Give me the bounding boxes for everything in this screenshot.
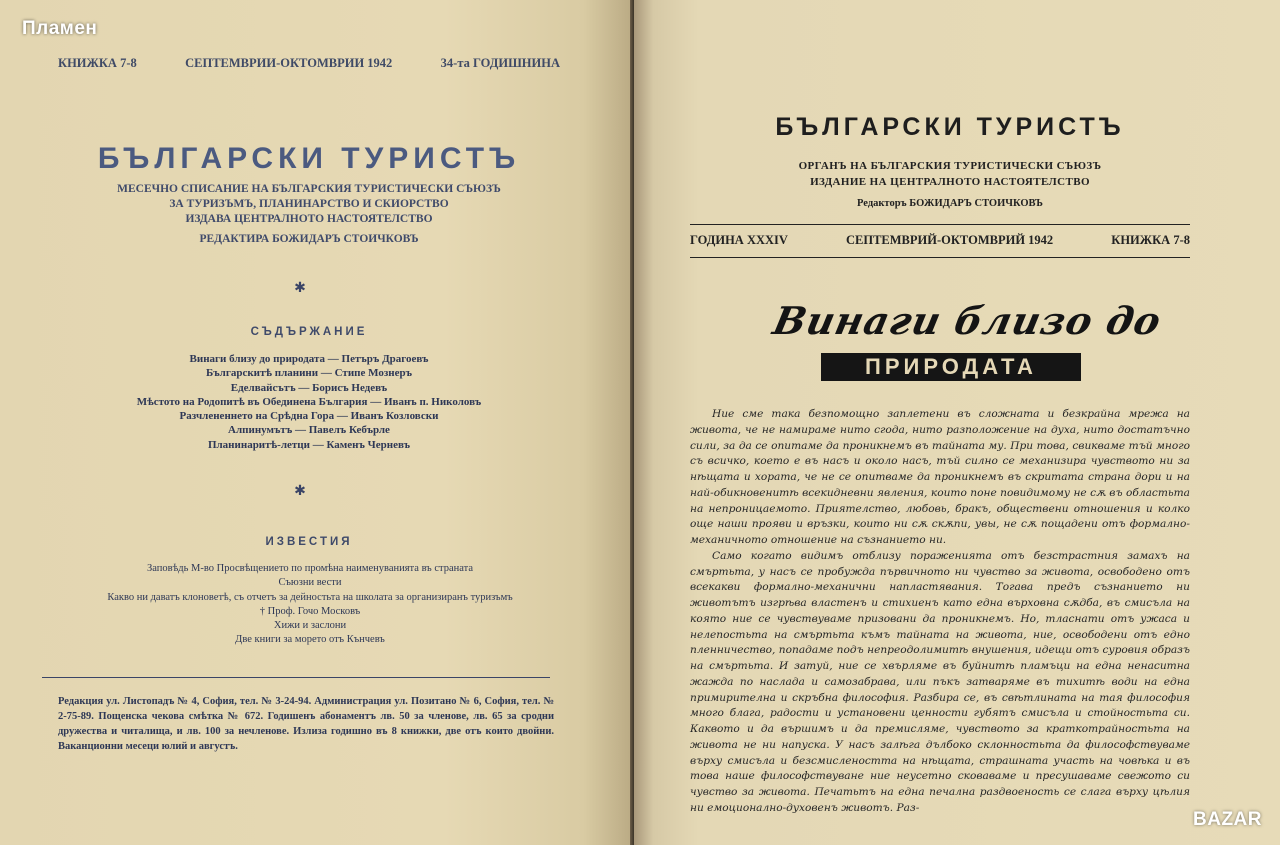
seller-watermark: Пламен xyxy=(22,18,98,39)
right-page xyxy=(634,0,1280,845)
issue-year-label: ГОДИНА XXXIV xyxy=(690,233,788,247)
asterisk-ornament-icon: ✱ xyxy=(294,484,306,499)
magazine-title-left: БЪЛГАРСКИ ТУРИСТЪ xyxy=(97,142,521,175)
organ-line: ОРГАНЪ НА БЪЛГАРСКИЯ ТУРИСТИЧЕСКИ СЪЮЗЪ xyxy=(798,160,1102,172)
divider-rule xyxy=(42,677,550,678)
issue-date-label: СЕПТЕМВРИЙ-ОКТОМВРИЙ 1942 xyxy=(846,233,1054,247)
article-paragraph: Само когато видимъ отблизу пораженията отъ безстрастния замахъ на смъртьта, у насъ се пробужда първичното ни чувство за живота, освободено отъ всекакви формално-механични напластявания. Тогава предъ съзнанието ни животътъ изгрѣва властенъ и стихиенъ като една върховна сѫдба, въ смисъла на която ние се чувствуваме призовани да проникнемъ. Но, тласнати отъ ужаса и нелепостьта на смъртьта къмъ тайната на живота, ние, освободени отъ едно пленничество, попадаме подъ непреодолимитѣ внушения, идещи отъ суровия образъ на смъртьта. И затуй, ние се хвърляме въ буйнитѣ пламъци на една ненаситна жажда по наслада и самозабрава, или пъкъ затваряме въ тихитѣ води на една примирителна и скръбна философия. Разбира се, въ свѣтлината на тая философия много блага, радости и установени ценности губятъ смисъла и стойностьта си. Каквото и да вършимъ и да премисляме, чувството за краткотрайностьта на живота не ни напуска. У насъ залѣга дълбоко склонностьта да философствуваме върху смисъла и безсмислеността на нѣщата, страшната участь на човѣка и въ това наше философствуване ние неусетно сковаваме и пресушаваме свежото си чувство за живота. Печатьтъ на една печална раздвоеность се слага върху цѣлия ни емоционално-духовенъ животъ. Раз- xyxy=(690,549,1190,814)
toc-item: Еделвайсътъ — Борисъ Недевъ xyxy=(230,381,388,394)
article-paragraph: Ние сме така безпомощно заплетени въ сложната и безкрайна мрежа на живота, че не намираме нито сгода, нито разположение на духа, нито достатъчно сили, за да се опитаме да проникнемъ въ тайната му. При това, свикваме тъй много съ всичко, което е въ насъ и около насъ, тъй силно се механизира чувството ни за нѣщата и хората, че не се опитваме да проникнемъ въ скритата страна дори и на най-обикновенитѣ всекидневни явления, които поне повидимому не сѫ въ областьта на непроницаемото. Приятелство, любовь, бракъ, обществени отношения и колко още наши прояви и връзки, които ни сѫ скѫпи, увы, не сѫ пощадени отъ формално-механичното отношение на съзнанието ни. xyxy=(690,408,1190,546)
magazine-title-right: БЪЛГАРСКИ ТУРИСТЪ xyxy=(775,113,1125,141)
divider-rule xyxy=(690,224,1190,225)
news-item: † Проф. Гочо Московъ xyxy=(259,605,361,617)
news-heading: ИЗВЕСТИЯ xyxy=(265,536,353,548)
issue-anniversary-label: 34-та ГОДИШНИНА xyxy=(440,56,560,70)
organ-line: ИЗДАНИЕ НА ЦЕНТРАЛНОТО НАСТОЯТЕЛСТВО xyxy=(810,176,1090,188)
issue-book-label: КНИЖКА 7-8 xyxy=(1111,233,1190,247)
issue-date-label: СЕПТЕМВРИИ-ОКТОМВРИИ 1942 xyxy=(185,56,393,70)
issue-info-left xyxy=(58,56,560,71)
news-item: Какво ни даватъ клоноветѣ, съ отчетъ за дейностьта на школата за организиранъ туризъмъ xyxy=(107,591,513,603)
issue-info-right xyxy=(690,233,1190,248)
left-page xyxy=(0,0,634,845)
article-title-box: ПРИРОДАТА xyxy=(821,353,1081,381)
subtitle-line: ИЗДАВА ЦЕНТРАЛНОТО НАСТОЯТЕЛСТВО xyxy=(185,213,433,225)
site-watermark-logo: BAZAR xyxy=(1193,809,1262,830)
article-body xyxy=(690,407,1190,817)
news-item: Заповѣдь М-во Просвѣщението по промѣна наименуванията въ страната xyxy=(146,563,473,574)
editor-credit-right: Редакторъ БОЖИДАРЪ СТОИЧКОВЪ xyxy=(857,198,1043,209)
toc-item: Алпинумътъ — Павелъ Кебърле xyxy=(228,424,390,437)
magazine-subtitle xyxy=(58,182,560,227)
news-item: Хижи и заслони xyxy=(273,620,347,632)
table-of-contents xyxy=(58,352,560,452)
issue-book-label: КНИЖКА 7-8 xyxy=(58,56,137,70)
organ-lines xyxy=(690,158,1210,190)
news-item: Две книги за морето отъ Кънчевъ xyxy=(235,634,385,646)
news-list xyxy=(40,562,580,648)
toc-item: Мѣстото на Родопитѣ въ Обединена България — Иванъ п. Николовъ xyxy=(136,395,482,408)
toc-item: Планинаритѣ-летци — Каменъ Черневъ xyxy=(207,438,411,451)
asterisk-ornament-icon: ✱ xyxy=(294,281,306,296)
editor-credit-left: РЕДАКТИРА БОЖИДАРЪ СТОИЧКОВЪ xyxy=(199,233,419,245)
toc-item: Разчлененнето на Срѣдна Гора — Иванъ Козловски xyxy=(179,410,439,423)
news-item: Съюзни вести xyxy=(278,577,342,589)
contents-heading: СЪДЪРЖАНИЕ xyxy=(250,326,368,338)
subtitle-line: ЗА ТУРИЗЪМЪ, ПЛАНИНАРСТВО И СКИОРСТВО xyxy=(169,198,449,210)
article-title-script: Винаги близо до xyxy=(769,298,1166,343)
toc-item: Винаги близу до природата — Петъръ Драгоевъ xyxy=(189,353,429,365)
toc-item: Българскитѣ планини — Стипе Мознеръ xyxy=(205,367,413,380)
subtitle-line: МЕСЕЧНО СПИСАНИЕ НА БЪЛГАРСКИЯ ТУРИСТИЧЕСКИ СЪЮЗЪ xyxy=(117,183,501,195)
divider-rule xyxy=(690,257,1190,258)
publisher-address: Редакция ул. Листопадъ № 4, София, тел. № 3-24-94. Администрация ул. Позитано № 6, София, тел. № 2-75-89. Пощенска чекова смѣтка № 672. Годишенъ абонаментъ лв. 50 за членове, лв. 65 за сродни дружества и читалища, и лв. 100 за нечленове. Излиза годишно въ 8 книжки, две отъ които двойни. Ваканционни месеци юлий и августъ. xyxy=(58,696,554,752)
